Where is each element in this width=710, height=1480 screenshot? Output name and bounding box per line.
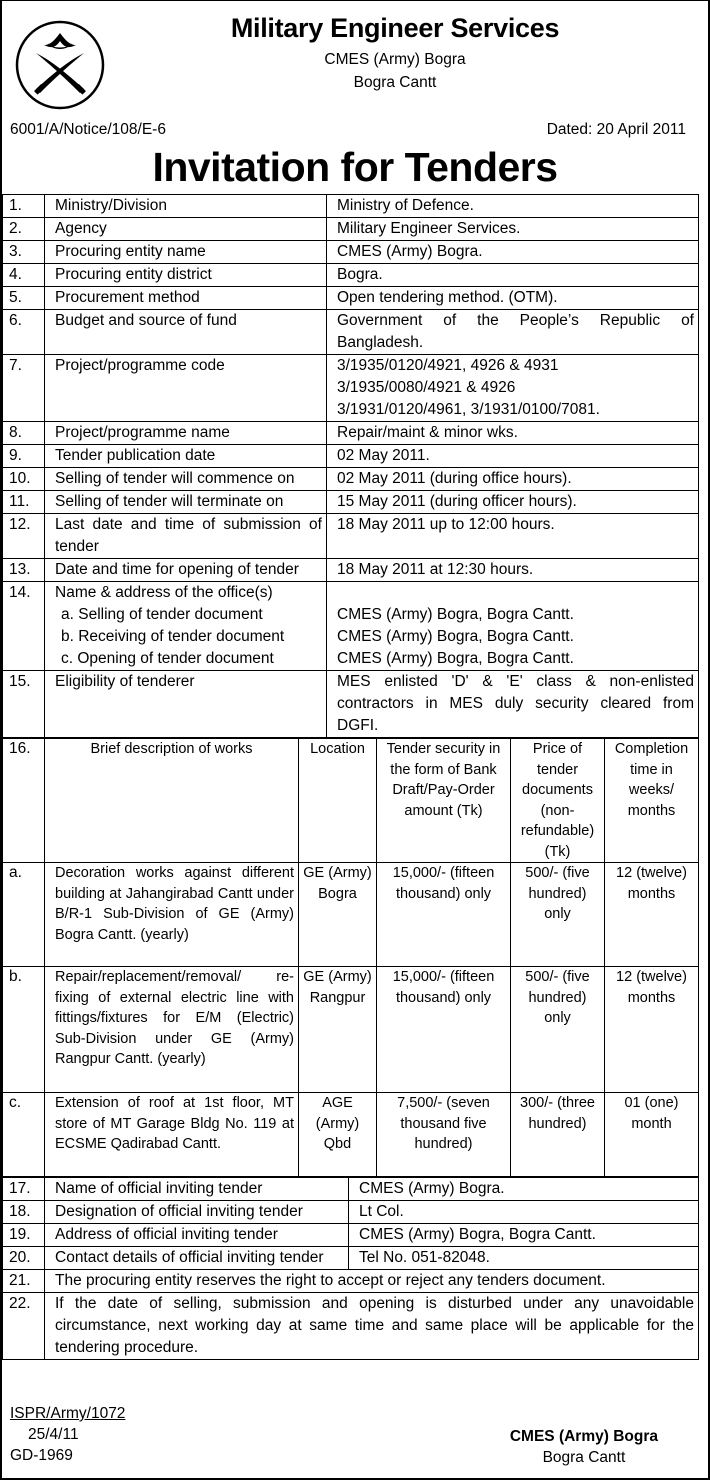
row-label: Agency [45,218,327,241]
office-address: CMES (Army) Bogra, Bogra Cantt. [337,650,574,667]
row-number: 6. [3,310,45,355]
table-row [3,559,699,582]
row-value: 15 May 2011 (during officer hours). [327,491,699,514]
office-location: Bogra Cantt [353,74,437,91]
row-number: 18. [3,1201,45,1224]
row-label: Procuring entity district [45,264,327,287]
details-table-part2 [2,1177,699,1360]
table-row [3,1247,699,1270]
completion-time: 12 (twelve) months [605,967,699,1093]
row-value: 18 May 2011 up to 12:00 hours. [327,514,699,559]
work-location: AGE (Army) Qbd [299,1093,377,1177]
row-number: 2. [3,218,45,241]
row-number: c. [3,1093,45,1177]
details-table-part1 [2,194,699,738]
row-value: MES enlisted 'D' & 'E' class & non-enlisted contractors in MES duly security cleared from DGFI. [327,671,699,738]
row-label: Date and time for opening of tender [45,559,327,582]
row-number: 13. [3,559,45,582]
row-label: Budget and source of fund [45,310,327,355]
row-value: 02 May 2011. [327,445,699,468]
office-address: CMES (Army) Bogra, Bogra Cantt. [337,606,574,623]
column-header-security: Tender security in the form of Bank Draft/Pay-Order amount (Tk) [377,739,511,863]
row-number: 1. [3,195,45,218]
row-number: 21. [3,1270,45,1293]
row-number: 8. [3,422,45,445]
row-value: Military Engineer Services. [327,218,699,241]
table-row [3,310,699,355]
row-label: Procurement method [45,287,327,310]
row-label: Last date and time of submission of tender [45,514,327,559]
row-number: 10. [3,468,45,491]
row-number: b. [3,967,45,1093]
work-location: GE (Army) Bogra [299,863,377,967]
office-sub-item: b. Receiving of tender document [61,628,285,645]
office-name: CMES (Army) Bogra [324,51,466,68]
notice-date: Dated: 20 April 2011 [546,121,686,138]
row-value: Lt Col. [349,1201,699,1224]
row-label: Eligibility of tenderer [45,671,327,738]
office-sub-item: c. Opening of tender document [61,650,274,667]
work-description: Decoration works against different building at Jahangirabad Cantt under B/R-1 Sub-Division of GE (Army) Bogra Cantt. (yearly) [45,863,299,967]
org-name: Military Engineer Services [230,13,560,43]
tender-security: 7,500/- (seven thousand five hundred) [377,1093,511,1177]
row-number: 15. [3,671,45,738]
table-row [3,1093,699,1177]
table-row [3,1201,699,1224]
row-number: 20. [3,1247,45,1270]
project-code: 3/1935/0120/4921, 4926 & 4931 [337,357,559,374]
table-row [3,264,699,287]
project-code: 3/1935/0080/4921 & 4926 [337,379,516,396]
row-value: Government of the People’s Republic of Bangladesh. [327,310,699,355]
column-header-location: Location [299,739,377,863]
document-price: 500/- (five hundred) only [511,863,605,967]
row-label: Name of official inviting tender [45,1178,349,1201]
row-label: Project/programme name [45,422,327,445]
office-address: CMES (Army) Bogra, Bogra Cantt. [337,628,574,645]
table-row [3,967,699,1093]
project-code: 3/1931/0120/4961, 3/1931/0100/7081. [337,401,600,418]
row-label: Designation of official inviting tender [45,1201,349,1224]
table-row [3,1178,699,1201]
row-number: a. [3,863,45,967]
table-row [3,863,699,967]
notice-header [2,1,708,119]
footer-codes [10,1403,125,1466]
column-header-price: Price of tender documents (non-refundable) (Tk) [511,739,605,863]
row-label: Address of official inviting tender [45,1224,349,1247]
footer-date: 25/4/11 [28,1426,79,1443]
row-value: CMES (Army) Bogra, Bogra Cantt. [349,1224,699,1247]
table-row [3,1293,699,1360]
row-number: 19. [3,1224,45,1247]
work-description: Extension of roof at 1st floor, MT store of MT Garage Bldg No. 119 at ECSME Qadirabad Cantt. [45,1093,299,1177]
row-label: Selling of tender will terminate on [45,491,327,514]
reference-number: 6001/A/Notice/108/E-6 [10,121,166,138]
row-label: Selling of tender will commence on [45,468,327,491]
table-row [3,422,699,445]
signature-block [510,1426,658,1468]
row-value: CMES (Army) Bogra. [349,1178,699,1201]
row-number: 22. [3,1293,45,1360]
table-row [3,355,699,422]
row-label [45,582,327,671]
work-description: Repair/replacement/removal/ re-fixing of external electric line with fittings/fixtures for E/M (Electric) Sub-Division under GE (Army) Rangpur Cantt. (yearly) [45,967,299,1093]
table-row [3,514,699,559]
table-row [3,671,699,738]
completion-time: 01 (one) month [605,1093,699,1177]
row-number: 16. [3,739,45,863]
ispr-code: ISPR/Army/1072 [10,1405,126,1422]
table-row [3,1270,699,1293]
row-number: 12. [3,514,45,559]
document-price: 300/- (three hundred) [511,1093,605,1177]
table-row [3,195,699,218]
row-value: Tel No. 051-82048. [349,1247,699,1270]
row-value: Bogra. [327,264,699,287]
row-label: Project/programme code [45,355,327,422]
tender-security: 15,000/- (fifteen thousand) only [377,863,511,967]
row-label: Ministry/Division [45,195,327,218]
office-heading: Name & address of the office(s) [55,584,273,601]
row-value: Open tendering method. (OTM). [327,287,699,310]
row-value: 02 May 2011 (during office hours). [327,468,699,491]
row-number: 5. [3,287,45,310]
row-number: 9. [3,445,45,468]
works-header-row [3,739,699,863]
row-number: 14. [3,582,45,671]
page-title: Invitation for Tenders [152,144,558,190]
signatory-office: CMES (Army) Bogra [509,1428,658,1445]
tender-details [2,194,699,1360]
office-sub-item: a. Selling of tender document [61,606,263,623]
row-number: 4. [3,264,45,287]
row-value [327,355,699,422]
row-number: 11. [3,491,45,514]
gd-code: GD-1969 [10,1447,73,1464]
row-value: 18 May 2011 at 12:30 hours. [327,559,699,582]
tender-security: 15,000/- (fifteen thousand) only [377,967,511,1093]
document-price: 500/- (five hundred) only [511,967,605,1093]
table-row [3,241,699,264]
row-label: Tender publication date [45,445,327,468]
table-row [3,218,699,241]
table-row [3,491,699,514]
work-location: GE (Army) Rangpur [299,967,377,1093]
table-row [3,1224,699,1247]
table-row [3,445,699,468]
row-value: Repair/maint & minor wks. [327,422,699,445]
table-row [3,287,699,310]
row-statement: If the date of selling, submission and opening is disturbed under any unavoidable circumstance, next working day at same time and same place will be applicable for the tendering procedure. [45,1293,699,1360]
column-header-description: Brief description of works [45,739,299,863]
row-value [327,582,699,671]
table-row [3,468,699,491]
row-value: Ministry of Defence. [327,195,699,218]
row-value: CMES (Army) Bogra. [327,241,699,264]
row-label: Contact details of official inviting tender [45,1247,349,1270]
row-statement: The procuring entity reserves the right to accept or reject any tenders document. [45,1270,699,1293]
signatory-location: Bogra Cantt [542,1449,626,1466]
row-number: 3. [3,241,45,264]
row-label: Procuring entity name [45,241,327,264]
row-number: 17. [3,1178,45,1201]
table-row [3,582,699,671]
row-number: 7. [3,355,45,422]
completion-time: 12 (twelve) months [605,863,699,967]
column-header-completion: Completion time in weeks/ months [605,739,699,863]
works-table [2,738,699,1177]
